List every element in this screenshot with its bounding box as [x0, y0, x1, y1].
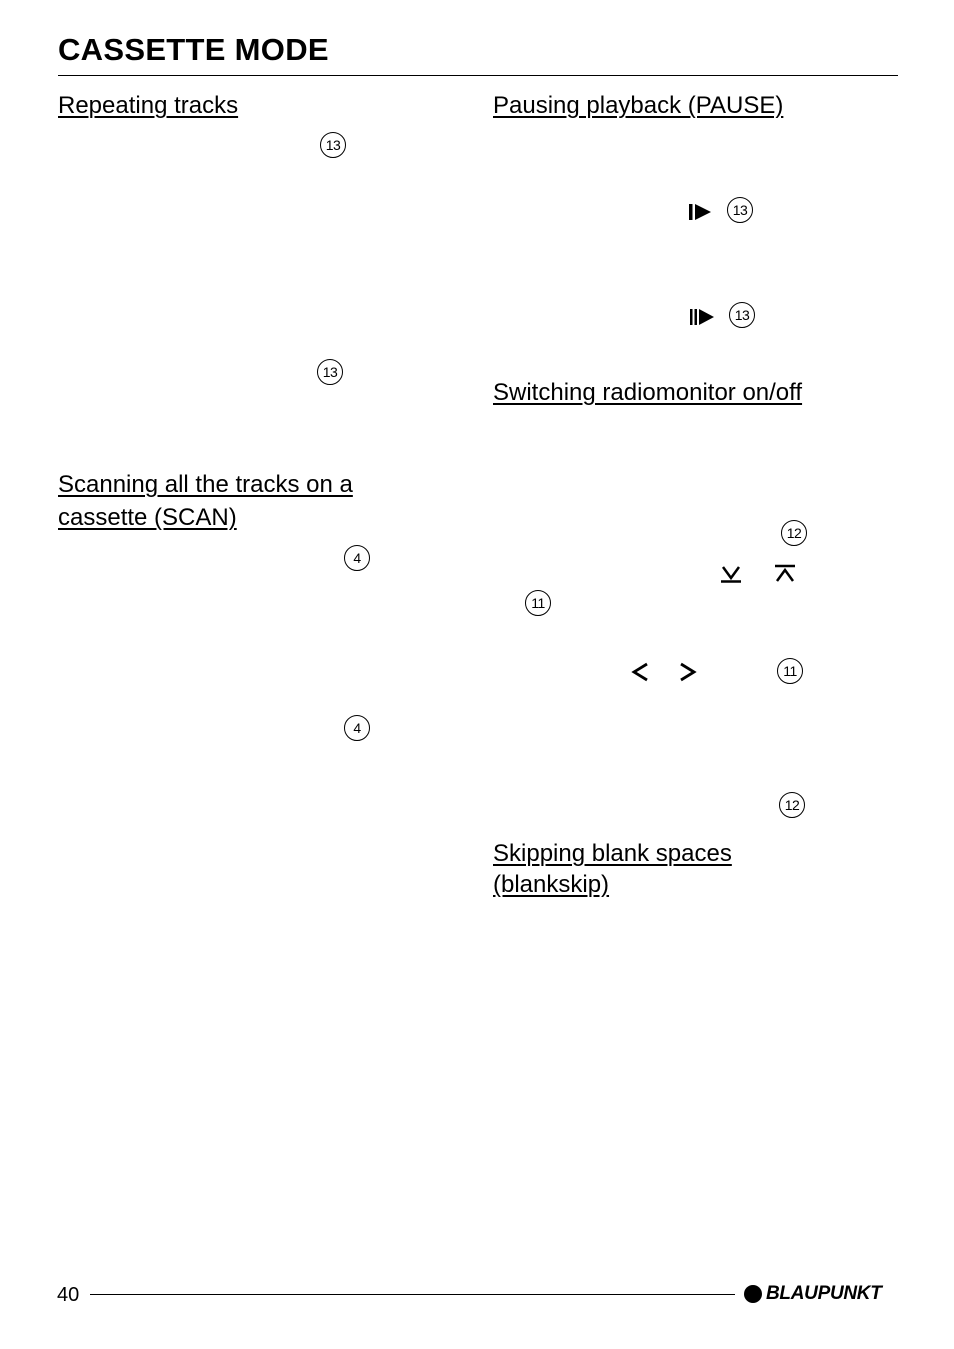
button-ref-marker: 12	[781, 520, 807, 546]
button-ref-marker: 12	[779, 792, 805, 818]
heading-scan-line2: cassette (SCAN)	[58, 504, 237, 531]
heading-blankskip-line2: (blankskip)	[493, 871, 610, 898]
button-ref-marker: 13	[317, 359, 343, 385]
button-ref-marker: 4	[344, 545, 370, 571]
brand-name: BLAUPUNKT	[766, 1283, 882, 1304]
blaupunkt-dot-icon	[744, 1285, 762, 1303]
pause-play-icon	[689, 202, 713, 222]
brand-logo	[744, 1282, 882, 1306]
button-ref-marker: 13	[320, 132, 346, 158]
page-title: CASSETTE MODE	[58, 32, 329, 67]
heading-pausing-playback: Pausing playback (PAUSE)	[493, 92, 784, 119]
chevron-left-icon	[630, 661, 650, 683]
button-ref-marker: 11	[777, 658, 803, 684]
down-arrow-bar-icon	[720, 564, 742, 584]
button-ref-marker: 4	[344, 715, 370, 741]
heading-repeating-tracks: Repeating tracks	[58, 92, 239, 119]
up-arrow-bar-icon	[774, 564, 796, 584]
button-ref-marker: 13	[729, 302, 755, 328]
chevron-right-icon	[678, 661, 698, 683]
title-divider	[58, 75, 898, 76]
heading-scan-line1: Scanning all the tracks on a	[58, 471, 353, 498]
page-number: 40	[57, 1284, 80, 1306]
button-ref-marker: 13	[727, 197, 753, 223]
heading-radiomonitor: Switching radiomonitor on/off	[493, 379, 803, 406]
double-bar-play-icon	[690, 307, 716, 327]
heading-blankskip-line1: Skipping blank spaces	[493, 840, 732, 867]
button-ref-marker: 11	[525, 590, 551, 616]
footer-divider	[90, 1294, 735, 1295]
